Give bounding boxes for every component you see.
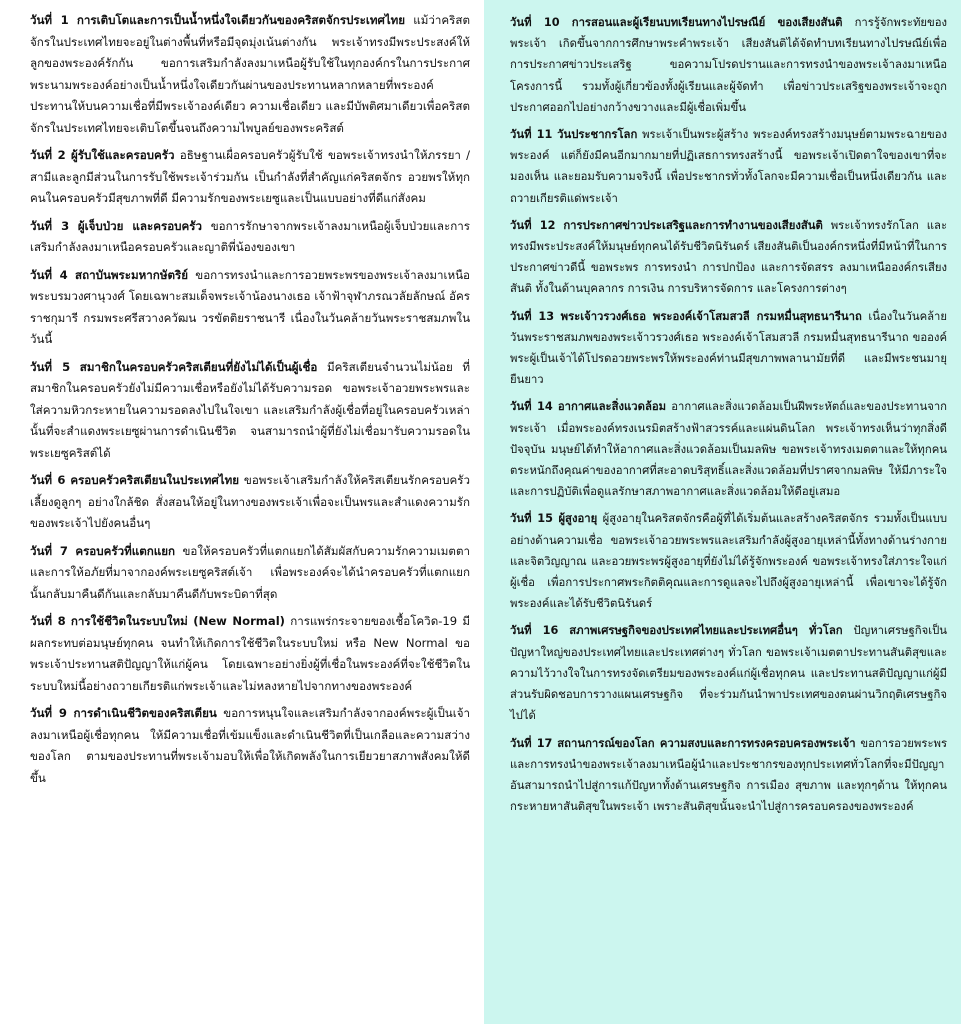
day-label: วันที่ 3 bbox=[30, 218, 70, 233]
prayer-entry-day-6 bbox=[30, 470, 470, 535]
prayer-entry-day-4 bbox=[30, 265, 470, 351]
day-label: วันที่ 15 bbox=[510, 512, 553, 526]
entry-body: ปัญหาเศรษฐกิจเป็นปัญหาใหญ่ของประเทศไทยและประเทศต่างๆ ทั่วโลก ขอพระเจ้าเมตตาประทานสันติสุขและความไว้วางใจในการทรงจัดเตรียมของพระองค์แก่ผู้เชื่อทุกคน และประทานสติปัญญาแก่ผู้มีส่วนรับผิดชอบการวางแผนเศรษฐกิจ ที่จะร่วมกันนำพาประเทศของตนผ่านวิกฤติเศรษฐกิจไปได้ bbox=[510, 624, 947, 723]
entry-title: ครอบครัวที่แตกแยก bbox=[75, 543, 176, 558]
right-column bbox=[484, 0, 961, 1024]
entry-title: ผู้สูงอายุ bbox=[558, 512, 598, 526]
prayer-entry-day-3 bbox=[30, 216, 470, 259]
prayer-entry-day-11 bbox=[510, 124, 947, 209]
day-label: วันที่ 14 bbox=[510, 400, 553, 414]
entry-body: การแพร่กระจายของเชื้อโควิด-19 มีผลกระทบต่อมนุษย์ทุกคน จนทำให้เกิดการใช้ชีวิตในระบบใหม่ หรือ New Normal ขอพระเจ้าประทานสติปัญญาให้แก่ผู้คน โดยเฉพาะอย่างยิ่งผู้ที่เชื่อในพระองค์ที่จะใช้ชีวิตในระบบใหม่นี้อย่างถวายเกียรติแก่พระเจ้าและไม่หลงหายไปจากทางของพระองค์ bbox=[30, 614, 470, 693]
day-label: วันที่ 9 bbox=[30, 706, 67, 720]
entry-body: เนื่องในวันคล้ายวันพระราชสมภพของพระเจ้าวรวงศ์เธอ พระองค์เจ้าโสมสวลี กรมหมื่นสุทธนารีนาถ ขอองค์พระผู้เป็นเจ้าได้โปรดอวยพระพรให้พระองค์ท่านมีสุขภาพพลานามัยที่ดี และมีพระชนมายุยืนยาว bbox=[510, 309, 948, 387]
day-label: วันที่ 10 bbox=[510, 16, 560, 29]
prayer-entry-day-14 bbox=[510, 396, 947, 502]
day-label: วันที่ 16 bbox=[510, 624, 559, 638]
day-label: วันที่ 13 bbox=[510, 309, 555, 323]
entry-title: การประกาศข่าวประเสริฐและการทำงานของเสียงสันติ bbox=[563, 218, 823, 232]
entry-body: ขอการทรงนำและการอวยพระพรของพระเจ้าลงมาเหนือพระบรมวงศานุวงศ์ โดยเฉพาะสมเด็จพระเจ้าน้องนางเธอ เจ้าฟ้าจุฬาภรณวลัยลักษณ์ อัครราชกุมารี กรมพระศรีสวางควัฒน วรขัตติยราชนารี เนื่องในวันคล้ายวันพระราชสมภพในวันนี้ bbox=[30, 267, 471, 346]
prayer-entry-day-17 bbox=[510, 733, 947, 818]
entry-body: ผู้สูงอายุในคริสตจักรคือผู้ที่ได้เริ่มต้นและสร้างคริสตจักร รวมทั้งเป็นแบบอย่างด้านความเชื่อ ขอพระเจ้าอวยพระพรและเสริมกำลังผู้สูงอายุเหล่านี้ทั้งทางด้านร่างกายและจิตวิญญาณ และอวยพระพรผู้สูงอายุที่ยังไม่ได้รู้จักพระองค์ ขอพระเจ้าทรงใส่ภาระใจแก่ผู้เชื่อ เพื่อการประกาศพระกิตติคุณและการดูแลจะไปถึงผู้สูงอายุเหล่านี้ เพื่อเขาจะได้รู้จักพระองค์และได้รับชีวิตนิรันดร์ bbox=[510, 512, 948, 611]
entry-body: อธิษฐานเผื่อครอบครัวผู้รับใช้ ขอพระเจ้าทรงนำให้ภรรยา / สามีและลูกมีส่วนในการรับใช้พระเจ้าร่วมกัน เป็นกำลังที่สำคัญแก่คริสตจักร อวยพรให้ทุกคนในครอบครัวมีสุขภาพที่ดี มีความรักของพระเยซูและเป็นแบบอย่างที่ดีแก่สังคม bbox=[30, 148, 471, 205]
entry-body: ขอการหนุนใจและเสริมกำลังจากองค์พระผู้เป็นเจ้าลงมาเหนือผู้เชื่อทุกคน ให้มีความเชื่อที่เข้มแข็งและดำเนินชีวิตที่เป็นเกลือและความสว่างของโลก ตามของประทานที่พระเจ้ามอบให้เพื่อให้เกิดพลังในการเยียวยาสภาพสังคมให้ดีขึ้น bbox=[30, 706, 471, 785]
day-label: วันที่ 4 bbox=[30, 267, 68, 282]
entry-body: ขอให้ครอบครัวที่แตกแยกได้สัมผัสกับความรักความเมตตาและการให้อภัยที่มาจากองค์พระเยซูคริสต์เจ้า เพื่อพระองค์จะได้นำครอบครัวที่แตกแยกนั้นกลับมาคืนดีกันและกลับมาคืนดีกับพระบิดาที่สุด bbox=[30, 543, 470, 601]
entry-body: อากาศและสิ่งแวดล้อมเป็นฝีพระหัตถ์และของประทานจากพระเจ้า เมื่อพระองค์ทรงเนรมิตสร้างฟ้าสวรรค์และแผ่นดินโลก พระเจ้าทรงเห็นว่าทุกสิ่งดี ปัจจุบัน มนุษย์ได้ทำให้อากาศและสิ่งแวดล้อมเป็นมลพิษ ขอพระเจ้าทรงเมตตาและให้ทุกคนตระหนักถึงคุณค่าของอากาศที่สะอาดบริสุทธิ์และสิ่งแวดล้อมที่ปราศจากมลพิษ ให้มีภาระใจและการปฏิบัติเพื่อดูแลรักษาสภาพอากาศและสิ่งแวดล้อมให้ดีอยู่เสมอ bbox=[510, 400, 948, 499]
entry-title: วันประชากรโลก bbox=[557, 128, 638, 142]
prayer-entry-day-16 bbox=[510, 620, 947, 726]
entry-body: พระเจ้าทรงรักโลก และทรงมีพระประสงค์ให้มนุษย์ทุกคนได้รับชีวิตนิรันดร์ เสียงสันติเป็นองค์กรหนึ่งที่มีหน้าที่ในการประกาศข่าวดีนี้ ขอพระพร การทรงนำ การปกป้อง และการจัดสรร ลงมาเหนือองค์กรเสียงสันติ ทั้งในด้านบุคลากร การเงิน การบริหารจัดการ และโครงการต่างๆ bbox=[510, 218, 948, 296]
day-label: วันที่ 12 bbox=[510, 218, 556, 232]
entry-title: การดำเนินชีวิตของคริสเตียน bbox=[73, 706, 217, 720]
prayer-entry-day-8 bbox=[30, 611, 470, 697]
prayer-entry-day-7 bbox=[30, 541, 470, 606]
entry-title: สภาพเศรษฐกิจของประเทศไทยและประเทศอื่นๆ ทั่วโลก bbox=[569, 624, 843, 638]
entry-title: ครอบครัวคริสเตียนในประเทศไทย bbox=[70, 473, 240, 487]
entry-title: สถาบันพระมหากษัตริย์ bbox=[75, 267, 189, 282]
entry-body: ขอการอวยพระพร และการทรงนำของพระเจ้าลงมาเหนือผู้นำและประชากรของทุกประเทศทั่วโลกที่จะมีปัญญาอันสามารถนำไปสู่การแก้ปัญหาทั้งด้านเศรษฐกิจ การเมือง สุขภาพ และทุกๆด้าน ให้ทุกคนกระหายหาสันติสุขในพระเจ้า เพราะสันติสุขนั้นจะนำไปสู่การครอบครองของพระองค์ bbox=[510, 736, 948, 814]
prayer-entry-day-12 bbox=[510, 215, 947, 300]
prayer-entry-day-13 bbox=[510, 306, 947, 391]
day-label: วันที่ 6 bbox=[30, 473, 66, 487]
day-label: วันที่ 8 bbox=[30, 614, 66, 628]
entry-title: การใช้ชีวิตในระบบใหม่ (New Normal) bbox=[70, 614, 285, 628]
entry-title: การสอนและผู้เรียนบทเรียนทางไปรษณีย์ ของเสียงสันติ bbox=[571, 16, 843, 29]
prayer-entry-day-5 bbox=[30, 357, 470, 465]
day-label: วันที่ 1 bbox=[30, 13, 69, 27]
entry-body: มีคริสเตียนจำนวนไม่น้อย ที่สมาชิกในครอบครัวยังไม่มีความเชื่อหรือยังไม่ได้รับความรอด ขอพระเจ้าอวยพระพรและใส่ความหิวกระหายในความรอดลงไปในใจเขา และเสริมกำลังผู้เชื่อที่อยู่ในครอบครัวเหล่านั้นที่จะสำแดงพระเยซูผ่านการดำเนินชีวิต จนสามารถนำผู้ที่ยังไม่เชื่อมารับความรอดในพระเยซูคริสต์ได้ bbox=[30, 359, 471, 460]
entry-title: พระเจ้าวรวงศ์เธอ พระองค์เจ้าโสมสวลี กรมหมื่นสุทธนารีนาถ bbox=[560, 309, 862, 323]
day-label: วันที่ 11 bbox=[510, 128, 553, 142]
day-label: วันที่ 17 bbox=[510, 736, 553, 750]
entry-body: พระเจ้าเป็นพระผู้สร้าง พระองค์ทรงสร้างมนุษย์ตามพระฉายของพระองค์ แต่ก็ยังมีคนอีกมากมายที่ปฏิเสธการทรงสร้างนี้ ขอพระเจ้าเปิดตาใจของเขาที่จะมองเห็น และยอมรับความจริงนี้ เพื่อประชากรทั่วทั้งโลกจะมีความเชื่อเป็นหนึ่งเดียวกัน และถวายเกียรติแด่พระเจ้า bbox=[510, 128, 947, 205]
entry-title: การเติบโตและการเป็นน้ำหนึ่งใจเดียวกันของคริสตจักรประเทศไทย bbox=[76, 13, 406, 27]
entry-body: การรู้จักพระทัยของพระเจ้า เกิดขึ้นจากการศึกษาพระคำพระเจ้า เสียงสันติได้จัดทำบทเรียนทางไปรษณีย์เพื่อการประกาศข่าวประเสริฐ ขอความโปรดปรานและการทรงนำของพระเจ้าลงมาเหนือโครงการนี้ รวมทั้งผู้เกี่ยวข้องทั้งผู้เรียนและผู้จัดทำ เพื่อข่าวประเสริฐของพระเจ้าจะถูกประกาศออกไปอย่างกว้างขวางและมีผู้เชื่อเพิ่มขึ้น bbox=[510, 16, 948, 114]
prayer-entry-day-15 bbox=[510, 508, 947, 614]
day-label: วันที่ 2 bbox=[30, 148, 66, 162]
entry-title: อากาศและสิ่งแวดล้อม bbox=[557, 400, 667, 414]
entry-title: ผู้เจ็บป่วย และครอบครัว bbox=[77, 218, 203, 233]
entry-title: ผู้รับใช้และครอบครัว bbox=[71, 148, 175, 162]
entry-body: ขอพระเจ้าเสริมกำลังให้คริสเตียนรักครอบครัว เลี้ยงดูลูกๆ อย่างใกล้ชิด สั่งสอนให้อยู่ในทางของพระเจ้าเพื่อจะเป็นพรและสำแดงความรักของพระเจ้าไปยังคนอื่นๆ bbox=[30, 473, 470, 530]
prayer-entry-day-10 bbox=[510, 12, 947, 118]
day-label: วันที่ 7 bbox=[30, 543, 68, 558]
day-label: วันที่ 5 bbox=[30, 359, 71, 374]
prayer-entry-day-1 bbox=[30, 10, 470, 139]
prayer-entry-day-2 bbox=[30, 145, 470, 210]
entry-title: สถานการณ์ของโลก ความสงบและการทรงครอบครองพระเจ้า bbox=[557, 736, 856, 750]
prayer-entry-day-9 bbox=[30, 703, 470, 789]
entry-title: สมาชิกในครอบครัวคริสเตียนที่ยังไม่ได้เป็นผู้เชื่อ bbox=[79, 359, 318, 374]
entry-body: ขอการรักษาจากพระเจ้าลงมาเหนือผู้เจ็บป่วยและการเสริมกำลังลงมาเหนือครอบครัวและญาติพี่น้องของเขา bbox=[30, 218, 470, 254]
entry-body: แม้ว่าคริสตจักรในประเทศไทยจะอยู่ในต่างพื้นที่หรือมีจุดมุ่งเน้นต่างกัน พระเจ้าทรงมีพระประสงค์ให้ลูกของพระองค์รักกัน ขอการเสริมกำลังลงมาเหนือผู้รับใช้ในทุกองค์กรในการประกาศพระนามพระองค์อย่างเป็นน้ำหนึ่งใจเดียวกันผ่านของประทานหลากหลายที่พระองค์ประทานให้บนความเชื่อที่มีพระเจ้าองค์เดียว ความเชื่อเดียว และมีบัพติศมาเดียวเพื่อคริสตจักรในประเทศไทยจะเติบโตขึ้นจนถึงความไพบูลย์ของพระคริสต์ bbox=[30, 13, 471, 135]
